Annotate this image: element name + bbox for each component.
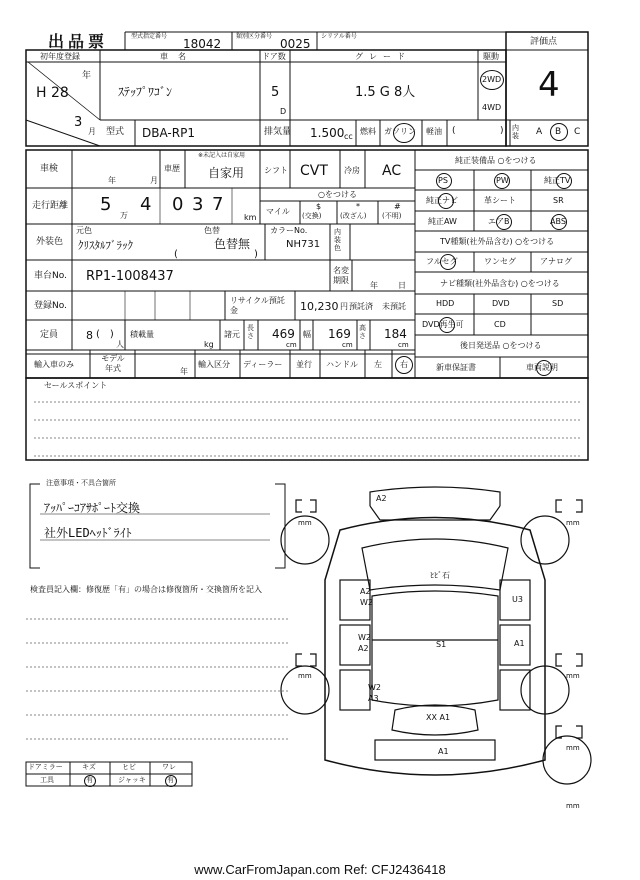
altered-mark: * — [356, 202, 360, 211]
drive-4wd: 4WD — [482, 103, 502, 112]
equipment-title: 純正装備品 ○をつける — [455, 156, 537, 165]
drive-2wd: 2WD — [482, 75, 502, 84]
height-label: 高さ — [359, 324, 366, 340]
category-label: 類別区分番号 — [236, 33, 273, 40]
unknown-mark: # — [394, 202, 401, 211]
tv-type-title: TV種類(社外品含む) ○をつける — [440, 237, 555, 246]
tbl-jack-circle — [165, 775, 177, 787]
note-line-1: ｱｯﾊﾟｰｺｱｻﾎﾟｰﾄ交換 — [44, 501, 141, 515]
mm-label-rl: mm — [298, 672, 312, 680]
note-line-2: 社外LEDﾍｯﾄﾞﾗｲﾄ — [44, 526, 132, 540]
dmg-right-mid: A1 — [514, 639, 525, 648]
diesel-bracket-open: ( — [452, 126, 456, 136]
tone-bracket-open: ( — [174, 249, 178, 260]
chassis-number: RP1-1008437 — [86, 269, 174, 284]
interior-c: C — [574, 127, 581, 137]
fuel-value: ガソリン — [384, 127, 416, 136]
drive-label: 駆動 — [483, 52, 499, 61]
height-unit: cm — [398, 341, 409, 349]
eq-pw-circle — [494, 173, 510, 189]
eq-leather: 革シート — [484, 196, 516, 205]
shaken-year-unit: 年 — [108, 176, 116, 185]
docs-warranty: 新車保証書 — [436, 363, 476, 372]
eq-ps-circle — [436, 173, 452, 189]
mileage-man-unit: 万 — [120, 211, 128, 220]
sheet-title: 出品票 — [48, 32, 109, 51]
mile-label: マイル — [266, 207, 290, 216]
doors-label: ドア数 — [262, 52, 286, 61]
mileage-label: 走行距離 — [32, 201, 69, 211]
eq-airbag: エアB — [488, 217, 510, 226]
name-change-year: 年 — [370, 281, 378, 290]
mm-label-spare: mm — [566, 744, 580, 752]
navi-cd: CD — [494, 320, 506, 329]
displacement-label: 排気量 — [264, 127, 292, 137]
ac-value: AC — [382, 163, 402, 179]
docs-title: 後日発送品 ○をつける — [460, 341, 542, 350]
capacity-unit: 人 — [116, 340, 124, 349]
ac-label: 冷房 — [344, 166, 360, 175]
dmg-rear-inner: XX A1 — [426, 713, 451, 722]
shift-value: CVT — [300, 163, 328, 179]
interior-a: A — [536, 127, 543, 137]
tone-value: 色替無 — [214, 237, 251, 251]
width-label: 幅 — [303, 330, 311, 339]
tbl-ware: ワレ — [162, 763, 176, 771]
tone-label: 色替 — [204, 226, 220, 235]
width-value: 169 — [328, 327, 351, 341]
height-value: 184 — [384, 327, 407, 341]
doors-value: 5 — [271, 85, 280, 100]
dmg-rear-bumper: A1 — [438, 747, 449, 756]
fuel-label: 燃料 — [360, 127, 376, 136]
year-unit: 年 — [82, 71, 92, 81]
history-note: ※未記入は自家用 — [198, 152, 246, 159]
eq-abs-circle — [551, 214, 567, 230]
dmg-front-left: A2 W2 — [360, 587, 373, 607]
mm-label-spare-2: mm — [566, 802, 580, 810]
mileage-digit-1: 4 — [140, 194, 152, 215]
chassis-label: 車台No. — [34, 271, 67, 281]
fuel-circle — [393, 123, 415, 143]
tbl-tools: 工具 — [40, 776, 54, 784]
mileage-digit-2: 0 — [172, 194, 184, 215]
score-label: 評価点 — [530, 37, 558, 47]
interior-b-circle — [550, 123, 568, 141]
type-label: 型式 — [106, 127, 125, 137]
eq-pw: PW — [496, 176, 509, 185]
original-color-label: 元色 — [76, 226, 92, 235]
tv-oneseg: ワンセグ — [484, 257, 516, 266]
load-unit: kg — [204, 340, 214, 349]
tv-analog: アナログ — [540, 257, 572, 266]
first-reg-month: 3 — [74, 115, 83, 130]
recycle-amount: 10,230 — [300, 300, 339, 313]
shaken-month-unit: 月 — [150, 176, 158, 185]
color-no: NH731 — [286, 239, 321, 250]
type-value: DBA-RP1 — [142, 126, 195, 140]
category-number: 0025 — [280, 37, 311, 51]
drive-2wd-circle — [480, 70, 504, 90]
length-unit: cm — [286, 341, 297, 349]
tbl-tools-circle — [84, 775, 96, 787]
car-name-label: 車名 — [160, 52, 196, 61]
dealer: ディーラー — [243, 360, 283, 369]
displacement-value: 1.500 — [310, 126, 345, 140]
handle-right-circle — [395, 356, 413, 374]
model-year-unit: 年 — [180, 367, 188, 376]
tone-bracket-close: ) — [254, 249, 258, 260]
mm-label-fl: mm — [298, 519, 312, 527]
navi-dvd-play: DVD再生可 — [422, 320, 464, 329]
recycle-unit: 円 — [340, 302, 348, 311]
model-code: 18042 — [183, 37, 222, 51]
capacity-value: 8 — [86, 329, 93, 342]
month-unit: 月 — [88, 127, 96, 136]
diesel-bracket-close: ) — [500, 126, 504, 136]
tv-fullseg: フルセグ — [426, 257, 458, 266]
serial-label: シリアル番号 — [321, 33, 357, 40]
capacity-label: 定員 — [40, 330, 59, 340]
tbl-tools-have: 有 — [86, 776, 93, 784]
import-label: 輸入車のみ — [34, 360, 74, 369]
navi-dvd-play-circle — [439, 317, 455, 333]
eq-aw: 純正AW — [428, 217, 457, 226]
tbl-jack: ジャッキ — [118, 776, 146, 784]
docs-manual: 車両説明 — [526, 363, 558, 372]
eq-abs: ABS — [550, 217, 566, 226]
reg-no-label: 登録No. — [34, 301, 67, 311]
mileage-unit: km — [244, 213, 257, 222]
sales-point-label: セールスポイント — [44, 381, 108, 390]
eq-sr: SR — [553, 196, 564, 205]
tbl-kizu: キズ — [82, 763, 96, 771]
car-name: ｽﾃｯﾌﾟﾜｺﾞﾝ — [118, 85, 173, 99]
exchange-mark: $ — [316, 202, 322, 211]
recycle-not: 未預託 — [382, 302, 406, 311]
capacity-bracket: ( ) — [96, 329, 114, 340]
tbl-hibi: ヒビ — [122, 763, 136, 771]
first-reg-label: 初年度登録 — [40, 52, 80, 61]
score-value: 4 — [538, 65, 560, 105]
length-value: 469 — [272, 327, 295, 341]
eq-airbag-circle — [496, 214, 512, 230]
model-year-label: モデル年式 — [101, 354, 125, 373]
car-diagram — [281, 487, 591, 784]
mm-label-fr: mm — [566, 519, 580, 527]
doors-sub: D — [280, 107, 287, 116]
eq-navi: 純正ナビ — [426, 196, 458, 205]
name-change-label: 名変期限 — [333, 266, 349, 285]
tbl-jack-have: 有 — [167, 776, 174, 784]
diesel-label: 軽油 — [426, 127, 442, 136]
shaken-label: 車検 — [40, 164, 59, 174]
dmg-right-upper: U3 — [512, 595, 523, 604]
handle-left: 左 — [374, 360, 382, 369]
grade-value: 1.5 G 8人 — [355, 85, 416, 100]
dmg-left-mid: W2 A2 — [358, 633, 371, 653]
size-label: 諸元 — [224, 330, 240, 339]
history-label: 車歴 — [164, 164, 180, 173]
eq-tv-circle — [556, 173, 572, 189]
dmg-center: S1 — [436, 640, 447, 649]
mark-note: ○をつける — [318, 190, 357, 199]
recycle-label: リサイクル預託金 — [230, 296, 285, 315]
length-label: 長さ — [247, 324, 254, 340]
eq-ps: PS — [438, 176, 448, 185]
notes-title: 注意事項・不具合箇所 — [46, 479, 116, 487]
shift-label: シフト — [264, 166, 288, 175]
width-unit: cm — [342, 341, 353, 349]
navi-hdd: HDD — [436, 299, 455, 308]
inspector-note: 検査員記入欄：修復歴「有」の場合は修復箇所・交換箇所を記入 — [30, 585, 262, 594]
displacement-unit: cc — [344, 132, 353, 141]
navi-type-title: ナビ種類(社外品含む) ○をつける — [440, 279, 560, 288]
docs-manual-circle — [536, 360, 552, 376]
altered-label: (改ざん) — [340, 212, 367, 220]
mileage-man-digit: 5 — [100, 194, 112, 215]
recycle-done: 預託済 — [349, 302, 373, 311]
footer-ref: www.CarFromJapan.com Ref: CFJ2436418 — [194, 862, 446, 877]
load-label: 積載量 — [130, 330, 154, 339]
interior-b: B — [555, 127, 562, 137]
tbl-door-mirror: ドアミラー — [28, 763, 63, 771]
eq-navi-circle — [438, 193, 454, 209]
color-no-label: カラーNo. — [270, 226, 308, 235]
inner-color-label: 内装色 — [334, 228, 341, 252]
mileage-digit-3: 3 — [192, 194, 204, 215]
tv-fullseg-circle — [440, 254, 456, 270]
first-reg-year: H 28 — [36, 85, 69, 101]
grade-label: グレード — [355, 52, 411, 61]
exchange-label: (交換) — [302, 212, 322, 220]
name-change-day: 日 — [398, 281, 406, 290]
dmg-front-bumper: A2 — [376, 494, 387, 503]
history-value: 自家用 — [208, 166, 245, 180]
interior-label: 内装 — [512, 124, 519, 140]
dmg-windshield: ﾋﾋﾞ石 — [430, 571, 450, 580]
mileage-digit-4: 7 — [212, 194, 224, 215]
model-code-label: 型式指定番号 — [131, 33, 168, 40]
dmg-left-rear: W2 A3 — [368, 683, 381, 703]
navi-dvd: DVD — [492, 299, 510, 308]
mm-label-rr: mm — [566, 672, 580, 680]
navi-sd: SD — [552, 299, 564, 308]
unknown-label: (不明) — [382, 212, 402, 220]
handle-label: ハンドル — [326, 360, 358, 369]
eq-tv: 純正TV — [544, 176, 571, 185]
parallel: 並行 — [296, 360, 312, 369]
outer-color-label: 外装色 — [36, 237, 64, 247]
original-color: ｸﾘｽﾀﾙﾌﾞﾗｯｸ — [78, 239, 133, 252]
handle-right: 右 — [400, 360, 408, 369]
import-class-label: 輸入区分 — [198, 360, 230, 369]
